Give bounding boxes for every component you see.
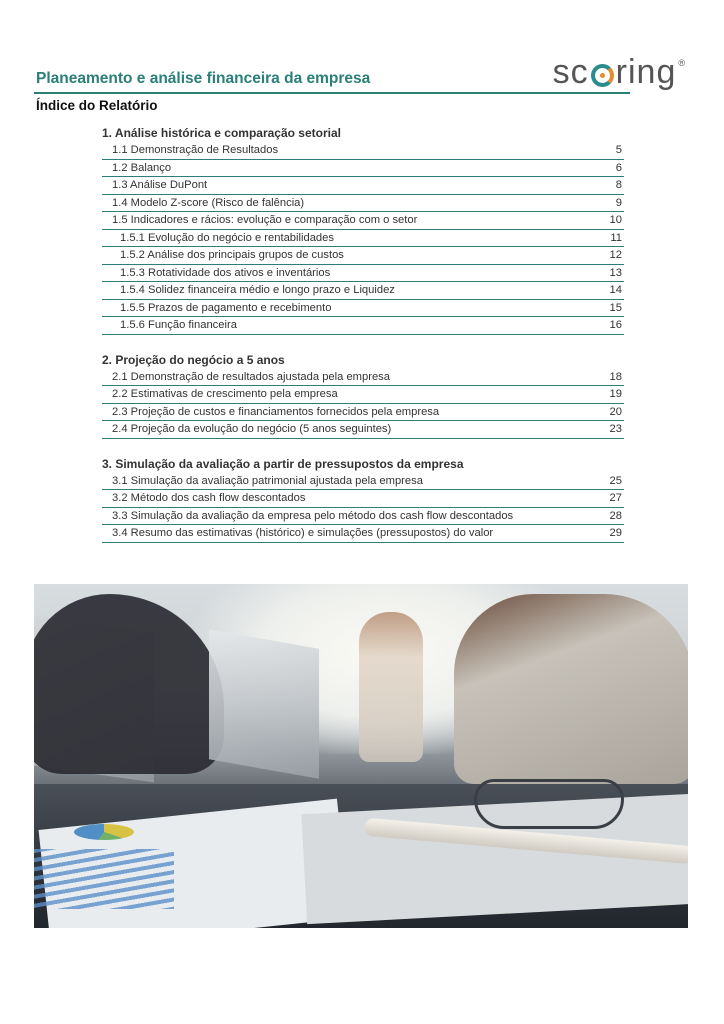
photo-glasses — [474, 779, 624, 829]
toc-entry[interactable] — [102, 282, 624, 300]
toc-entry-label: 3.1 Simulação da avaliação patrimonial ajustada pela empresa — [112, 474, 423, 487]
toc-entry-page: 29 — [609, 527, 622, 539]
toc-entry[interactable] — [102, 369, 624, 387]
toc-entry-label: 2.2 Estimativas de crescimento pela empresa — [112, 388, 338, 400]
toc-entry-page: 9 — [615, 196, 622, 209]
photo-bar-chart — [34, 849, 174, 909]
toc-entry[interactable] — [102, 421, 624, 439]
toc-entry-label: 3.4 Resumo das estimativas (histórico) e simulações (pressupostos) do valor — [112, 527, 494, 539]
toc-entry-page: 18 — [609, 370, 622, 383]
toc-entry-label: 1.1 Demonstração de Resultados — [112, 144, 279, 156]
toc-entry-page: 27 — [609, 492, 622, 504]
toc-entry-page: 16 — [609, 319, 622, 331]
toc-entry-label: 1.5.3 Rotatividade dos ativos e inventários — [120, 266, 331, 279]
photo-person-standing — [359, 612, 423, 762]
toc-entry[interactable] — [102, 160, 624, 178]
logo-text-prefix: sc — [552, 52, 589, 91]
toc-entry-label: 1.5.1 Evolução do negócio e rentabilidades — [120, 231, 334, 244]
toc-entry[interactable] — [102, 525, 624, 543]
toc-entry-label: 1.4 Modelo Z-score (Risco de falência) — [112, 196, 305, 209]
toc-entry[interactable] — [102, 247, 624, 265]
toc-entry-page: 15 — [609, 301, 622, 314]
toc-entry[interactable] — [102, 195, 624, 213]
toc-entry-label: 2.4 Projeção da evolução do negócio (5 anos seguintes) — [112, 423, 392, 435]
toc-entry[interactable] — [102, 508, 624, 526]
toc-entry-label: 1.5.4 Solidez financeira médio e longo prazo e Liquidez — [120, 284, 395, 296]
toc-entry-page: 10 — [609, 214, 622, 226]
toc-entry-page: 11 — [610, 231, 622, 244]
index-title: Índice do Relatório — [36, 98, 158, 113]
toc-entry-label: 1.3 Análise DuPont — [112, 179, 208, 191]
toc-entry-page: 19 — [609, 388, 622, 400]
section-gap — [102, 335, 624, 352]
toc-entry-label: 2.3 Projeção de custos e financiamentos fornecidos pela empresa — [112, 405, 440, 418]
toc-entry-page: 14 — [609, 284, 622, 296]
scoring-logo — [553, 52, 686, 92]
toc-entry-page: 25 — [609, 474, 622, 487]
toc-entry[interactable] — [102, 300, 624, 318]
meeting-photo — [34, 584, 688, 928]
toc-entry-label: 1.5.2 Análise dos principais grupos de custos — [120, 249, 344, 261]
table-of-contents — [102, 125, 624, 543]
section-title: 2. Projeção do negócio a 5 anos — [102, 352, 285, 367]
toc-entry[interactable] — [102, 317, 624, 335]
toc-entry-label: 3.2 Método dos cash flow descontados — [112, 492, 306, 504]
toc-entry-page: 23 — [609, 423, 622, 435]
toc-entry-label: 3.3 Simulação da avaliação da empresa pelo método dos cash flow descontados — [112, 509, 514, 522]
toc-entry-page: 5 — [615, 144, 622, 156]
toc-entry-page: 12 — [609, 249, 622, 261]
toc-entry-page: 13 — [609, 266, 622, 279]
photo-laptop-center — [209, 629, 319, 778]
toc-entry[interactable] — [102, 404, 624, 422]
toc-entry-label: 1.5.6 Função financeira — [120, 319, 237, 331]
section-title: 1. Análise histórica e comparação setorial — [102, 126, 341, 140]
toc-entry[interactable] — [102, 230, 624, 248]
logo-text-suffix: ring — [615, 52, 677, 91]
toc-entry[interactable] — [102, 265, 624, 283]
registered-mark: ® — [678, 58, 686, 68]
toc-entry-page: 8 — [615, 179, 622, 191]
toc-entry-page: 6 — [615, 161, 622, 174]
toc-entry-label: 2.1 Demonstração de resultados ajustada pela empresa — [112, 370, 390, 383]
toc-entry-label: 1.2 Balanço — [112, 161, 172, 174]
toc-entry[interactable] — [102, 142, 624, 160]
page-header — [34, 52, 686, 94]
photo-pie-chart — [74, 824, 134, 840]
toc-entry-page: 20 — [609, 405, 622, 418]
section-title: 3. Simulação da avaliação a partir de pressupostos da empresa — [102, 456, 464, 471]
toc-entry-label: 1.5 Indicadores e rácios: evolução e comparação com o setor — [112, 214, 418, 226]
toc-entry-label: 1.5.5 Prazos de pagamento e recebimento — [120, 301, 332, 314]
page-title: Planeamento e análise financeira da empresa — [36, 70, 371, 87]
toc-entry[interactable] — [102, 490, 624, 508]
section-gap — [102, 439, 624, 456]
toc-entry[interactable] — [102, 386, 624, 404]
logo-o-icon — [591, 64, 614, 87]
toc-entry-page: 28 — [609, 509, 622, 522]
toc-entry[interactable] — [102, 177, 624, 195]
toc-entry[interactable] — [102, 212, 624, 230]
photo-person-right — [454, 594, 688, 784]
toc-entry[interactable] — [102, 473, 624, 491]
